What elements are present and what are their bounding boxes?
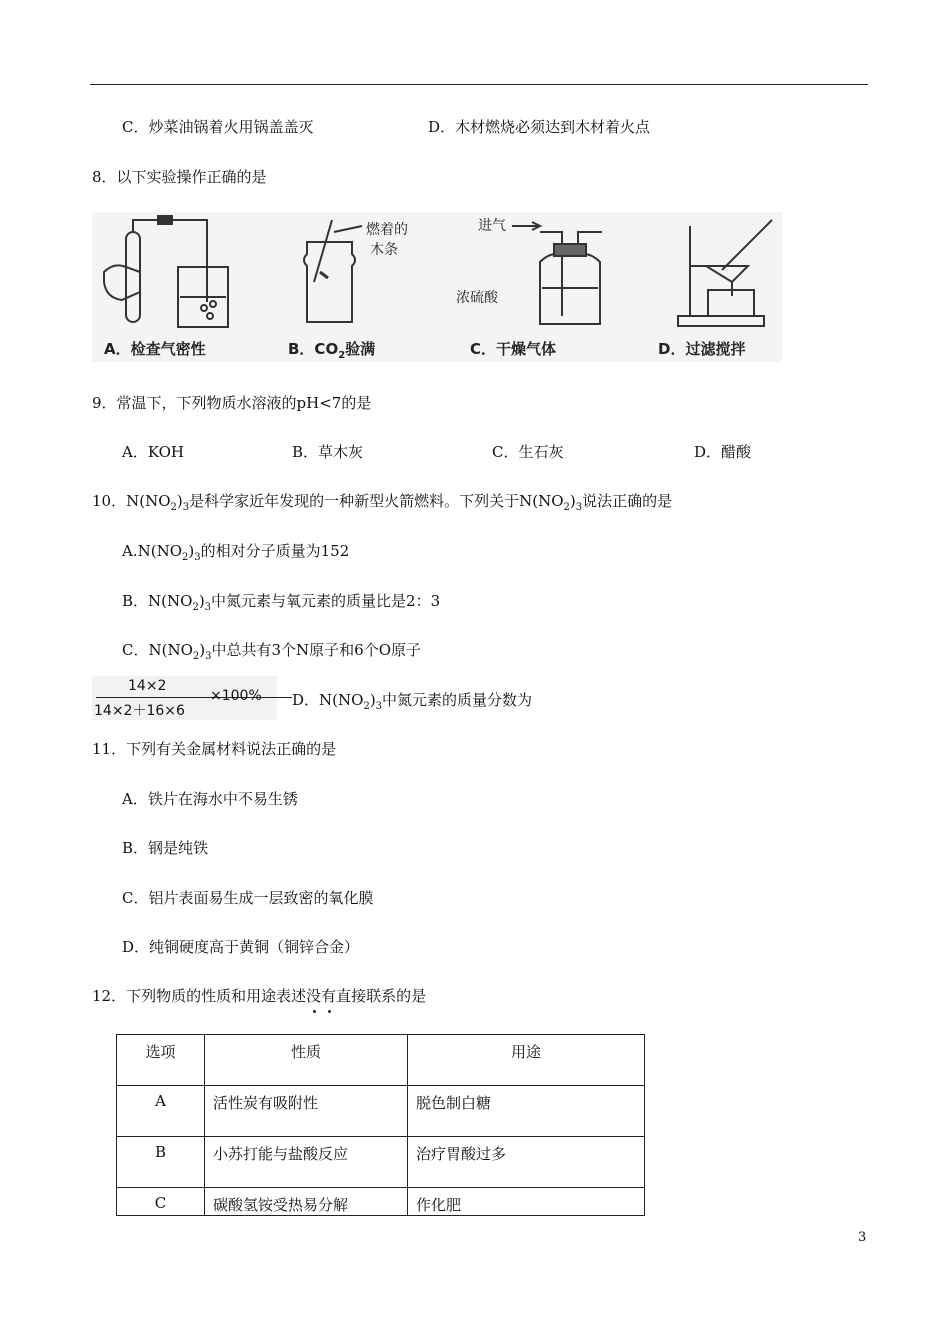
table-cell: 活性炭有吸附性 — [205, 1086, 408, 1137]
q8-stem: 8．以下实验操作正确的是 — [92, 168, 267, 186]
fraction-denominator: 14×2＋16×6 — [94, 703, 185, 719]
figure-b-label-burning-1: 燃着的 — [366, 222, 408, 238]
table-cell: 碳酸氢铵受热易分解 — [205, 1188, 408, 1216]
q11-option-a: A．铁片在海水中不易生锈 — [122, 790, 298, 808]
fraction-bar — [96, 697, 292, 698]
q9-option-d: D．醋酸 — [694, 443, 752, 461]
table-cell: A — [117, 1086, 205, 1137]
emphasis-char: 没 — [306, 987, 322, 1005]
header-rule — [90, 84, 868, 85]
table-cell: C — [117, 1188, 205, 1216]
header-cell-option: 选项 — [117, 1035, 205, 1086]
emphasis-char: 有 — [321, 987, 337, 1005]
q10-option-d: D．$N(NO_2)_3$中氮元素的质量分数为 — [292, 691, 533, 712]
q8-apparatus-illustration — [92, 212, 782, 362]
q10-option-b: B．$N(NO_2)_3$中氮元素与氧元素的质量比是2：3 — [122, 592, 441, 613]
fraction-percent: ×100% — [210, 688, 262, 704]
figure-a-caption: A．检查气密性 — [104, 340, 206, 358]
table-cell: 小苏打能与盐酸反应 — [205, 1137, 408, 1188]
header-cell-property: 性质 — [205, 1035, 408, 1086]
q11-stem: 11．下列有关金属材料说法正确的是 — [92, 740, 337, 758]
q9-option-a: A．KOH — [122, 443, 185, 461]
table-header-row — [117, 1035, 645, 1086]
q9-option-c: C．生石灰 — [492, 443, 564, 461]
figure-c-caption: C．干燥气体 — [470, 340, 557, 358]
figure-b-label-burning-2: 木条 — [370, 242, 398, 258]
table-cell: 脱色制白糖 — [408, 1086, 645, 1137]
table-cell: 作化肥 — [408, 1188, 645, 1216]
q10-option-c: C．$N(NO_2)_3$中总共有3个N原子和6个O原子 — [122, 641, 422, 662]
table-row — [117, 1086, 645, 1137]
q9-stem: 9．常温下，下列物质水溶液的pH<7的是 — [92, 394, 372, 412]
q11-option-c: C．铝片表面易生成一层致密的氧化膜 — [122, 889, 374, 907]
q11-option-b: B．钢是纯铁 — [122, 839, 209, 857]
figure-d-caption: D．过滤搅拌 — [658, 340, 746, 358]
q8-figure — [92, 212, 782, 362]
table-row — [117, 1188, 645, 1216]
q12-table — [116, 1034, 645, 1216]
q12-stem: 12．下列物质的性质和用途表述没有直接联系的是 — [92, 987, 427, 1005]
q10-option-a: $A.N(NO_2)_3$的相对分子质量为152 — [122, 542, 350, 563]
figure-c-label-acid: 浓硫酸 — [456, 290, 498, 306]
table-cell: B — [117, 1137, 205, 1188]
figure-b-caption: B．$CO_2$验满 — [288, 340, 376, 361]
q10-fraction-formula — [92, 676, 277, 720]
fraction-numerator: 14×2 — [128, 678, 167, 694]
q10-stem: 10．$N(NO_2)_3$是科学家近年发现的一种新型火箭燃料。下列关于$N(NO_2)_3$说法正确的是 — [92, 492, 673, 513]
header-cell-use: 用途 — [408, 1035, 645, 1086]
page-number: 3 — [858, 1230, 867, 1245]
table-row — [117, 1137, 645, 1188]
figure-c-label-gas-in: 进气 — [478, 218, 506, 234]
table-cell: 治疗胃酸过多 — [408, 1137, 645, 1188]
q7-option-c: C．炒菜油锅着火用锅盖盖灭 — [122, 118, 314, 136]
q7-option-d: D．木材燃烧必须达到木材着火点 — [428, 118, 651, 136]
q9-option-b: B．草木灰 — [292, 443, 364, 461]
q11-option-d: D．纯铜硬度高于黄铜（铜锌合金） — [122, 938, 360, 956]
